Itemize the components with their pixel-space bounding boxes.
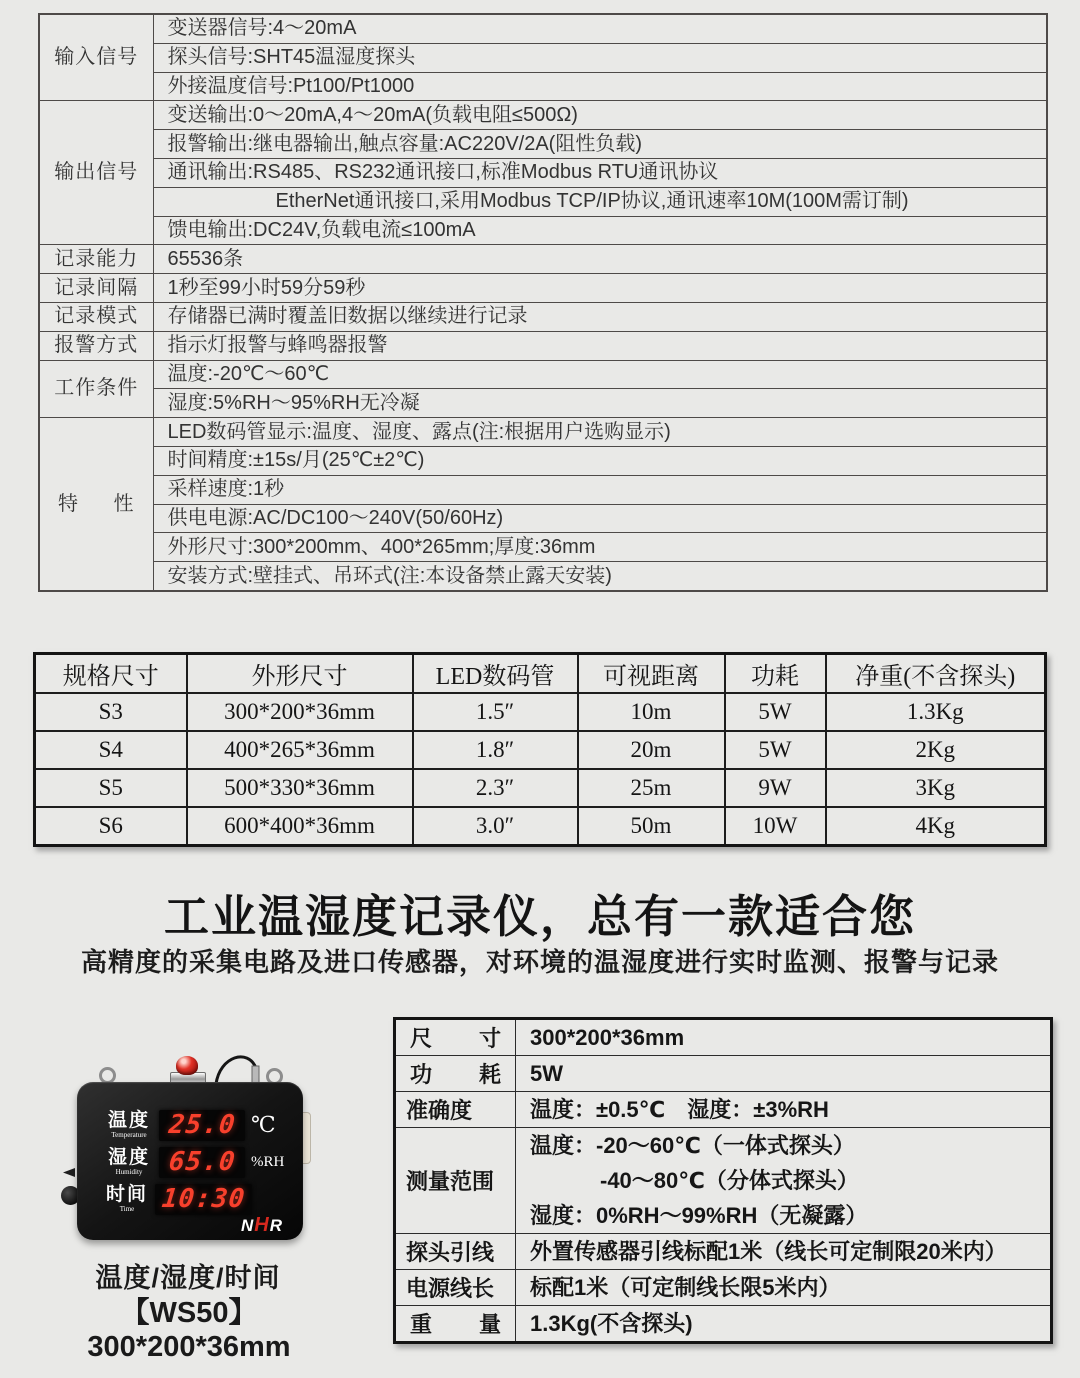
table-row (395, 1092, 1052, 1128)
size-cell: 5W (725, 693, 826, 731)
logo-letter: N (241, 1216, 255, 1235)
spec-value: 65536条 (153, 245, 1047, 274)
logo-letter: R (269, 1216, 284, 1235)
display-unit: ℃ (251, 1112, 276, 1137)
spec-group-label: 输入信号 (39, 14, 153, 101)
size-cell: S6 (35, 807, 187, 846)
detail-label: 测量范围 (395, 1128, 516, 1234)
detail-value: 300*200*36mm (530, 1025, 685, 1050)
display-label-cn: 温度 (107, 1110, 150, 1131)
table-row (395, 1270, 1052, 1306)
spec-group-label: 记录模式 (39, 302, 153, 331)
led-display (99, 1108, 299, 1216)
detail-table (393, 1017, 1053, 1344)
spec-value: EtherNet通讯接口,采用Modbus TCP/IP协议,通讯速率10M(100M需订制) (153, 187, 1047, 216)
spec-value: 1秒至99小时59分59秒 (153, 274, 1047, 303)
spec-value: 指示灯报警与蜂鸣器报警 (153, 331, 1047, 360)
display-label-en: Temperature (111, 1131, 147, 1139)
display-unit: %RH (251, 1153, 285, 1170)
display-label (99, 1148, 159, 1176)
display-row-temperature (99, 1108, 299, 1142)
spec-value: 探头信号:SHT45温湿度探头 (153, 43, 1047, 72)
size-cell: 9W (725, 769, 826, 807)
table-row (395, 1019, 1052, 1056)
size-cell: S4 (35, 731, 187, 769)
spec-value: 报警输出:继电器输出,触点容量:AC220V/2A(阻性负载) (153, 130, 1047, 159)
spec-value: 通讯输出:RS485、RS232通讯接口,标准Modbus RTU通讯协议 (153, 158, 1047, 187)
size-cell: 2.3″ (413, 769, 578, 807)
detail-label: 电源线长 (395, 1270, 516, 1306)
detail-value: 标配1米（可定制线长限5米内） (530, 1275, 841, 1300)
display-value: 25.0 (167, 1110, 237, 1140)
detail-value: 1.3Kg(不含探头) (530, 1311, 693, 1336)
detail-value: 湿度：0%RH～99%RH（无凝露） (530, 1203, 868, 1228)
spec-value: LED数码管显示:温度、湿度、露点(注:根据用户选购显示) (153, 418, 1047, 447)
spec-value: 变送输出:0～20mA,4～20mA(负载电阻≤500Ω) (153, 101, 1047, 130)
size-cell: 25m (578, 769, 725, 807)
size-cell: 400*265*36mm (187, 731, 413, 769)
size-header-cell: 功耗 (725, 654, 826, 694)
size-cell: 5W (725, 731, 826, 769)
spec-value: 湿度:5%RH～95%RH无冷凝 (153, 389, 1047, 418)
size-header-cell: LED数码管 (413, 654, 578, 694)
display-label-cn: 湿度 (107, 1147, 150, 1168)
detail-value: 温度：±0.5℃ 湿度：±3%RH (530, 1097, 829, 1122)
display-label (99, 1111, 159, 1139)
display-label-cn: 时间 (105, 1184, 148, 1205)
spec-group-label: 记录间隔 (39, 274, 153, 303)
size-cell: 10W (725, 807, 826, 846)
size-table (33, 652, 1047, 847)
size-cell: 2Kg (826, 731, 1046, 769)
table-row (35, 769, 1046, 807)
table-row (35, 731, 1046, 769)
size-cell: 500*330*36mm (187, 769, 413, 807)
spec-table (38, 13, 1048, 592)
detail-value: 5W (530, 1061, 563, 1086)
detail-value: 温度：-20～60℃（一体式探头） (530, 1133, 855, 1158)
spec-value: 外接温度信号:Pt100/Pt1000 (153, 72, 1047, 101)
brand-logo (241, 1214, 283, 1237)
size-cell: 3.0″ (413, 807, 578, 846)
display-label-en: Time (119, 1205, 135, 1213)
side-sensor (63, 1168, 75, 1177)
size-cell: 50m (578, 807, 725, 846)
spec-value: 变送器信号:4～20mA (153, 14, 1047, 43)
display-row-time (99, 1182, 299, 1216)
display-label (99, 1185, 155, 1213)
size-header-cell: 净重(不含探头) (826, 654, 1046, 694)
display-panel (159, 1110, 245, 1141)
size-cell: S5 (35, 769, 187, 807)
detail-label: 功耗 (395, 1056, 516, 1092)
size-cell: 1.5″ (413, 693, 578, 731)
size-cell: 20m (578, 731, 725, 769)
page-subtitle: 高精度的采集电路及进口传感器，对环境的温湿度进行实时监测、报警与记录 (80, 947, 999, 977)
table-row (395, 1234, 1052, 1270)
product-model: 【WS50】300*200*36mm (87, 1297, 291, 1363)
spec-group-label: 工作条件 (39, 360, 153, 418)
detail-label: 尺寸 (395, 1019, 516, 1056)
size-cell: 600*400*36mm (187, 807, 413, 846)
size-cell: 10m (578, 693, 725, 731)
spec-value: 时间精度:±15s/月(25℃±2℃) (153, 446, 1047, 475)
sensor-cable (208, 1044, 274, 1086)
spec-value: 温度:-20℃～60℃ (153, 360, 1047, 389)
spec-value: 馈电输出:DC24V,负载电流≤100mA (153, 216, 1047, 245)
spec-value: 安装方式:壁挂式、吊环式(注:本设备禁止露天安装) (153, 562, 1047, 591)
size-header-cell: 外形尺寸 (187, 654, 413, 694)
size-cell: 300*200*36mm (187, 693, 413, 731)
detail-label: 重量 (395, 1306, 516, 1343)
display-value: 65.0 (167, 1147, 237, 1177)
size-header-cell: 规格尺寸 (35, 654, 187, 694)
table-row (35, 807, 1046, 846)
spec-group-label: 输出信号 (39, 101, 153, 245)
table-row (395, 1128, 1052, 1234)
spec-group-label: 特性 (39, 418, 153, 591)
detail-value: 外置传感器引线标配1米（线长可定制限20米内） (530, 1239, 1007, 1264)
size-cell: S3 (35, 693, 187, 731)
alarm-beacon-icon (176, 1056, 198, 1075)
size-cell: 1.8″ (413, 731, 578, 769)
table-row (395, 1056, 1052, 1092)
display-panel (155, 1184, 252, 1215)
spec-group-label: 报警方式 (39, 331, 153, 360)
page-title: 工业温湿度记录仪，总有一款适合您 (163, 891, 916, 942)
detail-value: -40～80℃（分体式探头） (600, 1168, 859, 1193)
table-row (395, 1306, 1052, 1343)
display-label-en: Humidity (115, 1168, 143, 1176)
spec-value: 存储器已满时覆盖旧数据以继续进行记录 (153, 302, 1047, 331)
size-cell: 4Kg (826, 807, 1046, 846)
display-row-humidity (99, 1145, 299, 1179)
size-cell: 3Kg (826, 769, 1046, 807)
spec-group-label: 记录能力 (39, 245, 153, 274)
detail-label: 准确度 (395, 1092, 516, 1128)
display-value: 10:30 (160, 1184, 247, 1214)
spec-value: 供电电源:AC/DC100～240V(50/60Hz) (153, 504, 1047, 533)
display-panel (159, 1147, 245, 1178)
spec-value: 外形尺寸:300*200mm、400*265mm;厚度:36mm (153, 533, 1047, 562)
size-header-cell: 可视距离 (578, 654, 725, 694)
logo-letter: H (254, 1214, 270, 1236)
detail-label: 探头引线 (395, 1234, 516, 1270)
spec-value: 采样速度:1秒 (153, 475, 1047, 504)
table-row (35, 693, 1046, 731)
size-cell: 1.3Kg (826, 693, 1046, 731)
product-caption: 温度/湿度/时间 (95, 1263, 281, 1293)
